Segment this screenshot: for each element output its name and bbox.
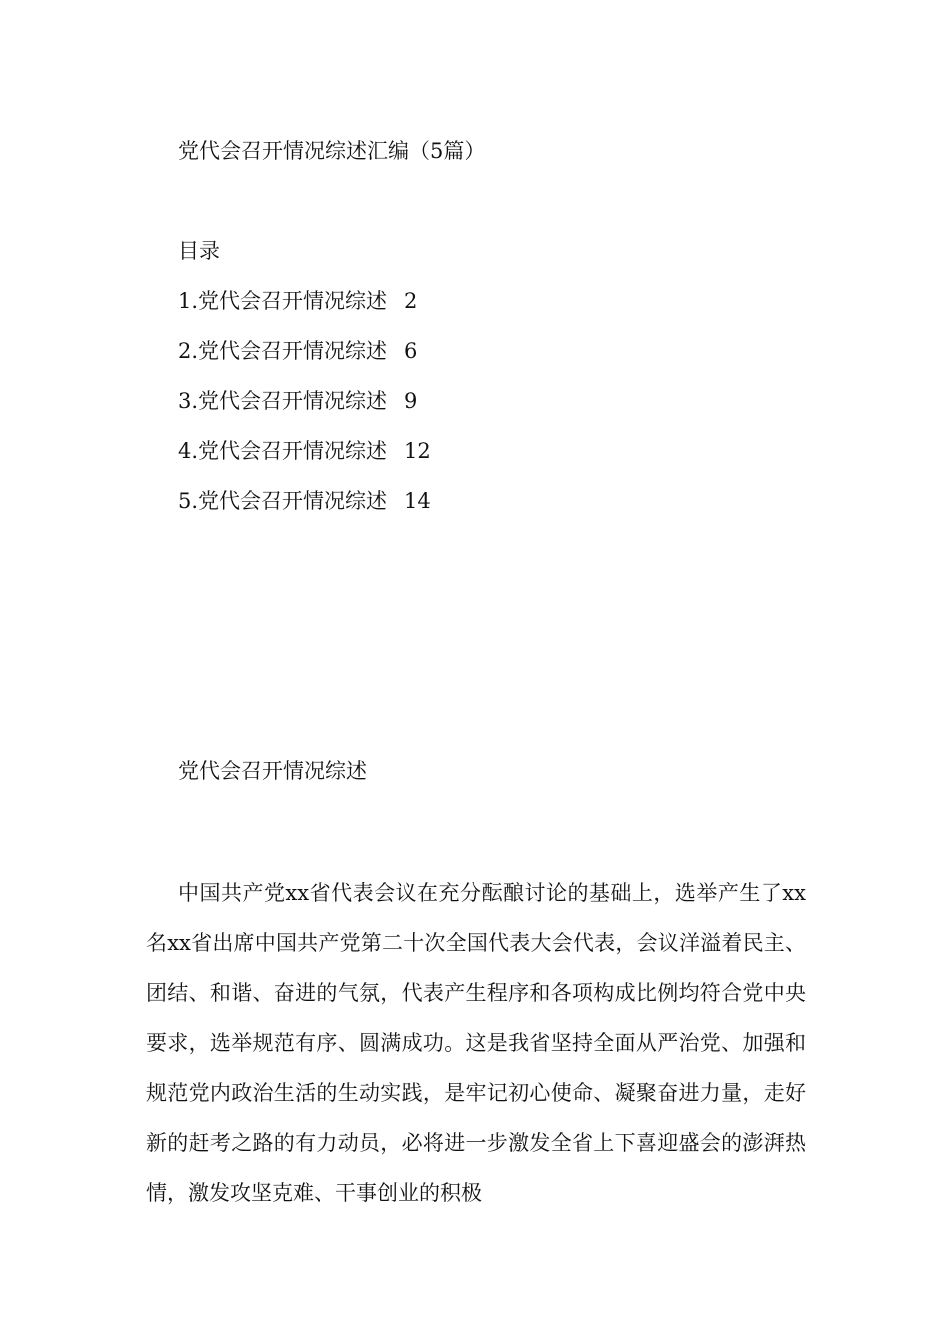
toc-item-label: 4.党代会召开情况综述 [178,439,388,463]
toc-item[interactable] [178,336,417,366]
toc-item-page-number: 9 [404,389,418,413]
section-title: 党代会召开情况综述 [178,759,367,783]
toc-item[interactable] [178,436,431,466]
toc-item-page-number: 12 [404,439,431,463]
toc-heading: 目录 [178,239,220,263]
toc-item-page-number: 14 [404,489,431,513]
toc-item-page-number: 6 [404,339,418,363]
document-title: 党代会召开情况综述汇编（5篇） [178,139,486,163]
toc-item-label: 5.党代会召开情况综述 [178,489,388,513]
toc-item[interactable] [178,286,417,316]
body-paragraph: 中国共产党xx省代表会议在充分酝酿讨论的基础上，选举产生了xx名xx省出席中国共产党第二十次全国代表大会代表，会议洋溢着民主、团结、和谐、奋进的气氛，代表产生程序和各项构成比例均符合党中央要求，选举规范有序、圆满成功。这是我省坚持全面从严治党、加强和规范党内政治生活的生动实践，是牢记初心使命、凝聚奋进力量，走好新的赶考之路的有力动员，必将进一步激发全省上下喜迎盛会的澎湃热情，激发攻坚克难、干事创业的积极 [146,881,806,1205]
toc-item-label: 1.党代会召开情况综述 [178,289,388,313]
toc-item[interactable] [178,486,431,516]
toc-item-page-number: 2 [404,289,418,313]
toc-item-label: 2.党代会召开情况综述 [178,339,388,363]
toc-item[interactable] [178,386,417,416]
toc-item-label: 3.党代会召开情况综述 [178,389,388,413]
